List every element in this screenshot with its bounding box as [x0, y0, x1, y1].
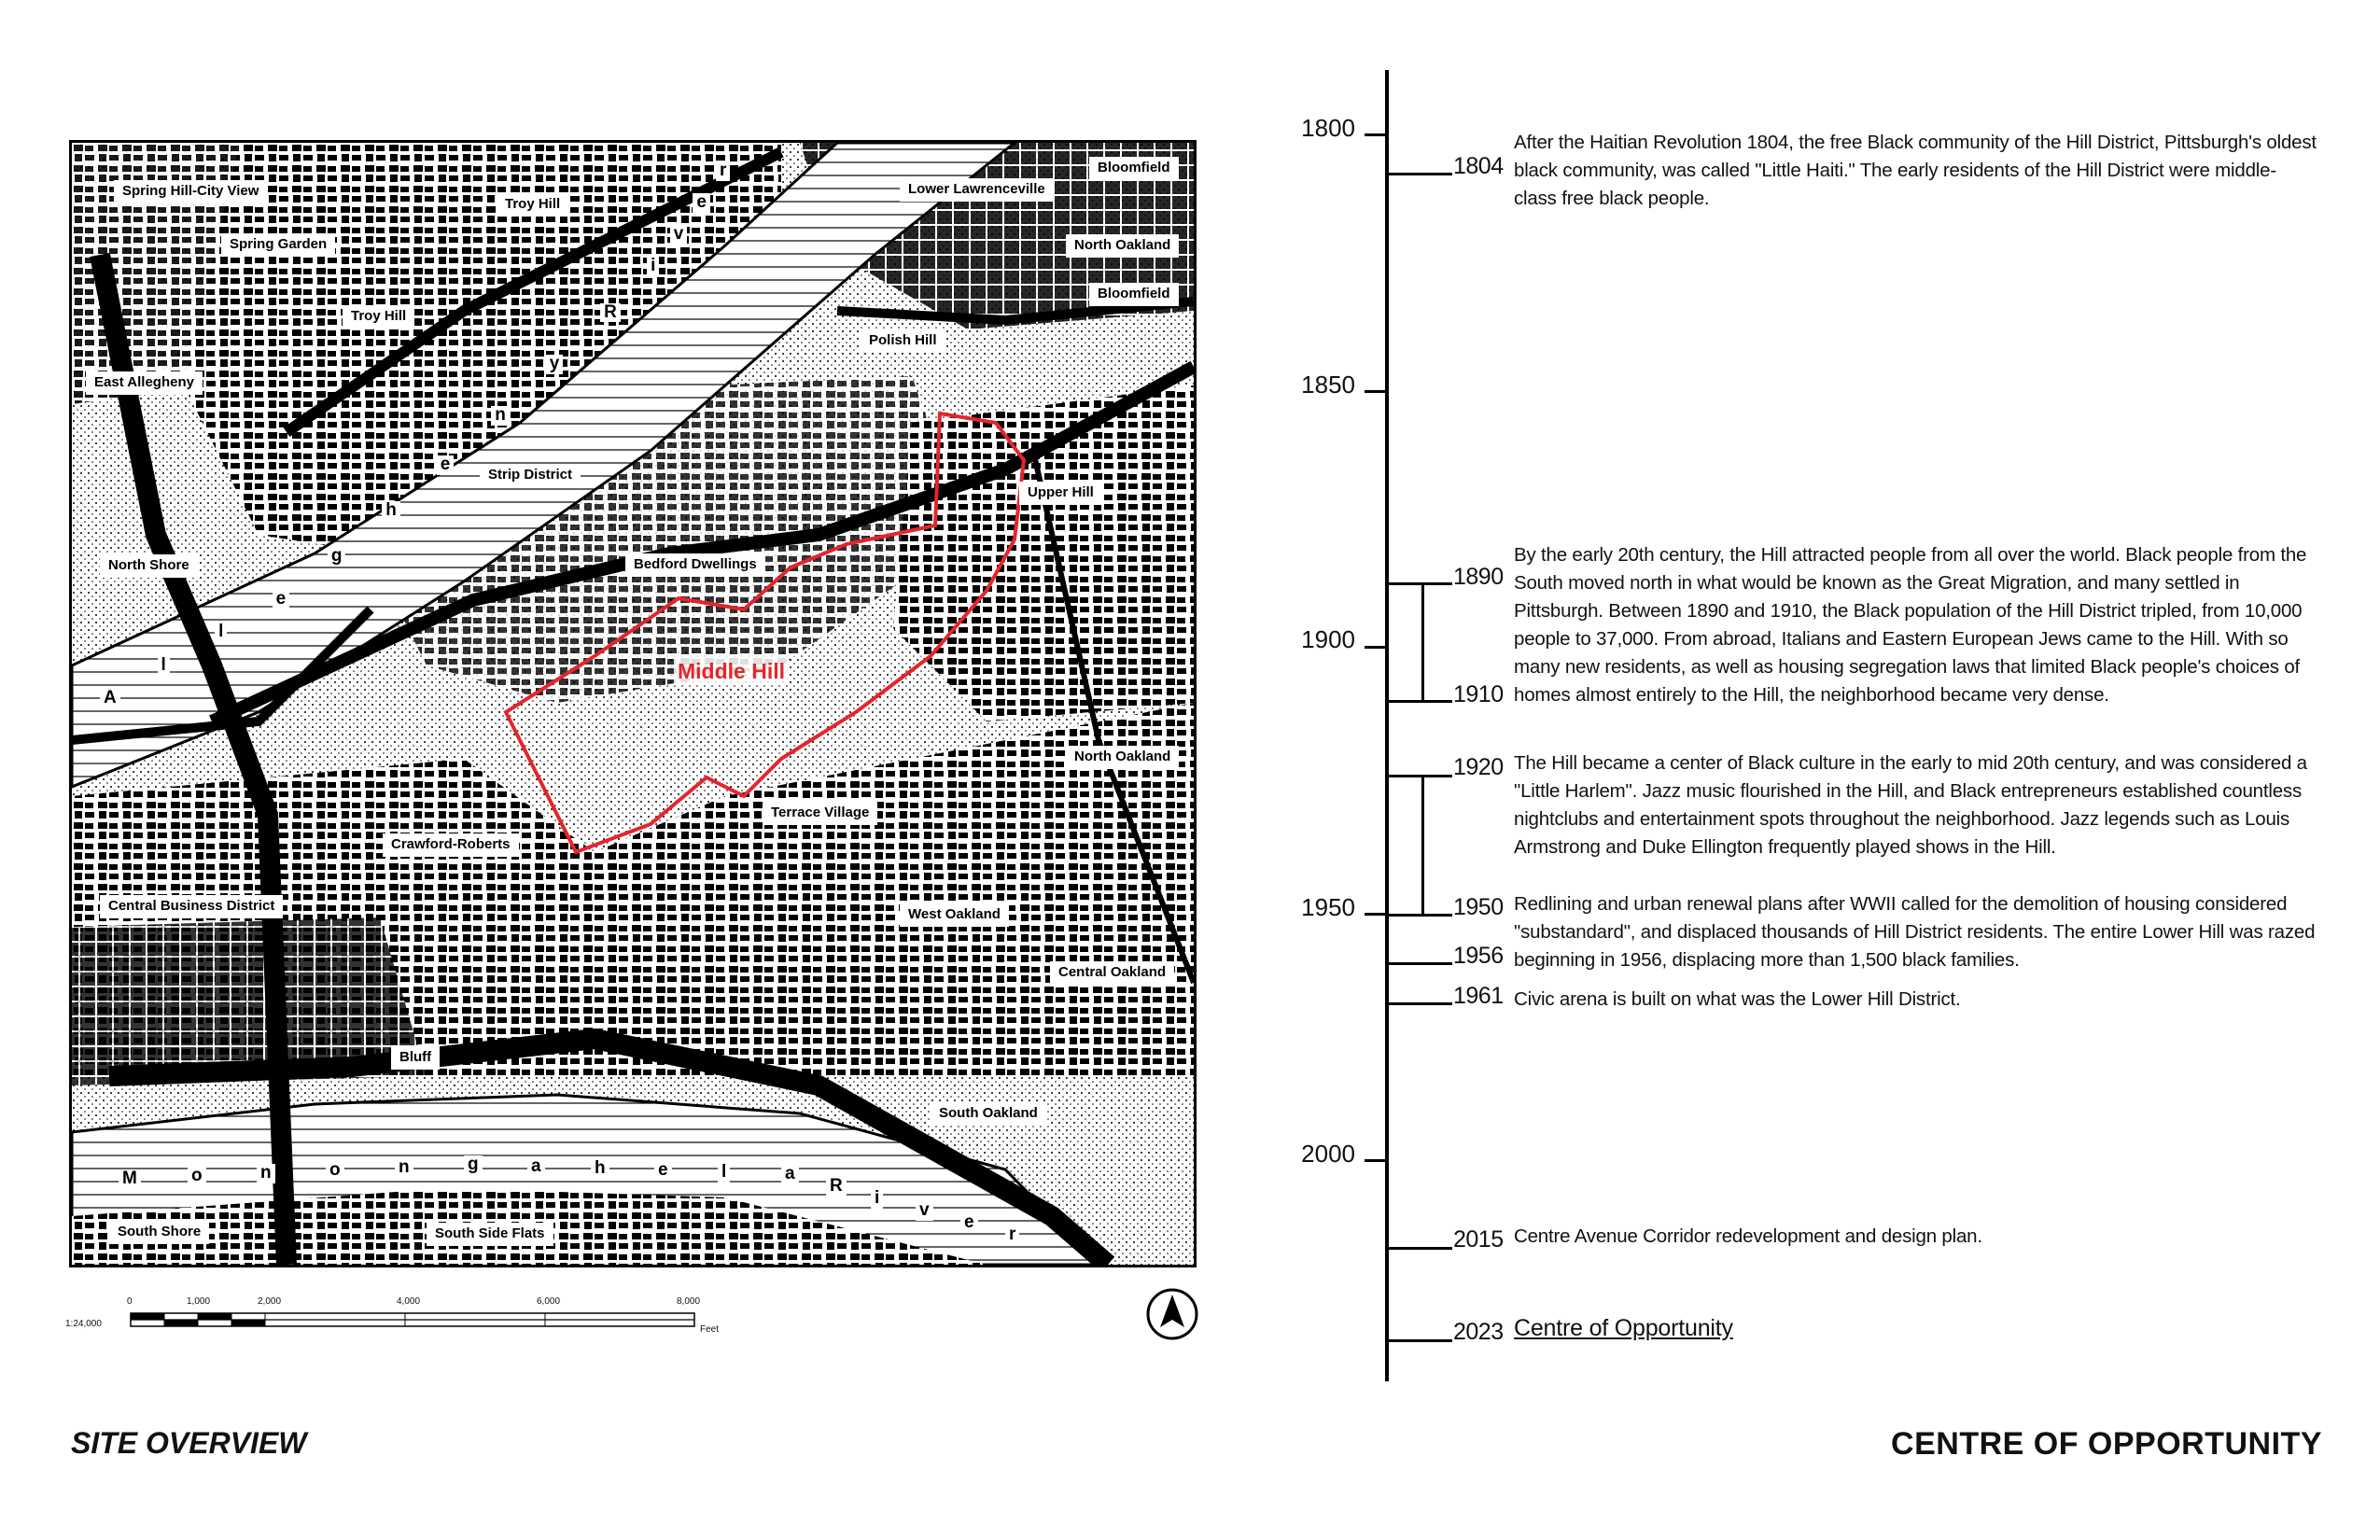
axis-tick-2000	[1365, 1159, 1387, 1162]
monongahela-letter: R	[826, 1177, 847, 1197]
axis-label-1800: 1800	[1301, 114, 1355, 142]
label-west-oakland: West Oakland	[900, 903, 1009, 927]
label-south-side-flats: South Side Flats	[427, 1223, 553, 1246]
axis-tick-1950	[1365, 913, 1387, 916]
label-east-allegheny: East Allegheny	[86, 371, 203, 395]
centre-of-opportunity-title: CENTRE OF OPPORTUNITY	[1891, 1426, 2322, 1462]
allegheny-letter: l	[158, 656, 170, 676]
monongahela-letter: l	[718, 1163, 730, 1183]
event-text-1890-1910: By the early 20th century, the Hill attracted people from all over the world. Black people from the South moved north in what would be known as the Great Migration, and many settled in Pittsburgh. Between 1890 and 1910, the Black population of the Hill District tripled, from 10,000 people to 37,000. From abroad, Italians and Eastern European Jews came to the Hill. With so many new residents, as well as housing segregation laws that limited Black people's choices of homes almost entirely to the Hill, the neighborhood became very dense.	[1514, 544, 2307, 706]
scale-tick-4: 6,000	[537, 1296, 561, 1307]
event-year-1920: 1920	[1453, 754, 1504, 780]
event-year-1961: 1961	[1453, 983, 1504, 1009]
bracket-1920-1950	[1421, 775, 1424, 917]
label-troy-hill: Troy Hill	[343, 305, 414, 329]
monongahela-letter: h	[591, 1159, 609, 1179]
event-tick-1890	[1387, 582, 1452, 585]
label-north-oakland-top: North Oakland	[1066, 234, 1179, 258]
monongahela-letter: e	[654, 1161, 672, 1181]
monongahela-letter: o	[326, 1161, 344, 1181]
scale-tick-3: 4,000	[397, 1296, 421, 1307]
allegheny-letter: e	[693, 193, 710, 213]
event-text-1950: Redlining and urban renewal plans after WWII called for the demolition of housing considered "substandard", and displaced thousands of Hill District residents. The entire Lower Hill was razed beginning in 1956, displacing more than 1,500 black families.	[1514, 893, 2316, 971]
allegheny-letter: e	[273, 590, 290, 609]
event-text-1961: Civic arena is built on what was the Lower Hill District.	[1514, 988, 1961, 1010]
event-tick-1910	[1387, 700, 1452, 703]
monongahela-letter: n	[257, 1164, 275, 1183]
axis-label-1850: 1850	[1301, 371, 1355, 399]
label-troy-hill-top: Troy Hill	[497, 193, 568, 217]
label-upper-hill: Upper Hill	[1019, 482, 1102, 505]
monongahela-letter: v	[916, 1201, 933, 1221]
north-arrow-icon	[1144, 1286, 1200, 1342]
allegheny-letter: r	[716, 161, 730, 181]
event-tick-2015	[1387, 1247, 1452, 1250]
label-middle-hill: Middle Hill	[674, 658, 789, 685]
scale-ratio: 1:24,000	[65, 1319, 102, 1329]
scale-tick-0: 0	[127, 1296, 133, 1307]
event-year-2023: 2023	[1453, 1319, 1504, 1345]
scale-tick-1: 1,000	[187, 1296, 211, 1307]
monongahela-letter: i	[871, 1189, 883, 1209]
event-tick-1950	[1387, 914, 1452, 917]
scale-unit: Feet	[700, 1324, 720, 1335]
allegheny-letter: i	[647, 257, 659, 276]
event-text-1804: After the Haitian Revolution 1804, the free Black community of the Hill District, Pittsburgh's oldest black community, was called "Little Haiti." The early residents of the Hill District were middle-class free black people.	[1514, 132, 2317, 209]
axis-label-2000: 2000	[1301, 1140, 1355, 1168]
event-year-2015: 2015	[1453, 1226, 1504, 1253]
label-central-oakland: Central Oakland	[1050, 961, 1174, 985]
monongahela-letter: g	[464, 1155, 483, 1175]
allegheny-letter: h	[382, 501, 400, 521]
allegheny-letter: A	[100, 689, 120, 708]
label-terrace-village: Terrace Village	[763, 802, 877, 825]
allegheny-letter: y	[546, 355, 564, 374]
axis-label-1900: 1900	[1301, 625, 1355, 653]
site-overview-title: SITE OVERVIEW	[71, 1426, 307, 1460]
scale-bar	[65, 1293, 737, 1349]
label-north-shore: North Shore	[100, 554, 198, 578]
event-tick-1920	[1387, 775, 1452, 777]
map-graphic	[72, 143, 1194, 1265]
label-strip-district: Strip District	[480, 464, 581, 487]
axis-tick-1900	[1365, 646, 1387, 649]
label-south-shore: South Shore	[109, 1221, 209, 1244]
label-south-oakland: South Oakland	[931, 1102, 1046, 1126]
label-central-business-district: Central Business District	[100, 895, 283, 918]
scale-tick-2: 2,000	[258, 1296, 282, 1307]
label-lower-lawrenceville: Lower Lawrenceville	[900, 178, 1054, 202]
bracket-1890-1910	[1421, 582, 1424, 703]
event-tick-1961	[1387, 1002, 1452, 1005]
axis-tick-1800	[1365, 133, 1387, 136]
label-north-oakland: North Oakland	[1066, 746, 1179, 769]
event-tick-2023	[1387, 1339, 1452, 1342]
axis-tick-1850	[1365, 390, 1387, 393]
label-polish-hill: Polish Hill	[861, 329, 945, 353]
scale-tick-5: 8,000	[677, 1296, 701, 1307]
allegheny-letter: R	[600, 303, 621, 323]
event-tick-1804	[1387, 173, 1452, 175]
label-bedford-dwellings: Bedford Dwellings	[625, 553, 765, 577]
allegheny-letter: l	[215, 623, 227, 642]
label-bluff: Bluff	[391, 1046, 440, 1070]
event-year-1910: 1910	[1453, 681, 1504, 707]
monongahela-letter: M	[119, 1169, 141, 1189]
label-crawford-roberts: Crawford-Roberts	[383, 833, 519, 857]
event-text-2015: Centre Avenue Corridor redevelopment and design plan.	[1514, 1225, 1982, 1247]
label-spring-hill-city-view: Spring Hill-City View	[114, 180, 267, 203]
allegheny-letter: n	[491, 406, 510, 426]
label-bloomfield: Bloomfield	[1089, 283, 1179, 306]
label-spring-garden: Spring Garden	[221, 233, 335, 257]
event-text-1920-1950: The Hill became a center of Black culture in the early to mid 20th century, and was considered a "Little Harlem". Jazz music flourished in the Hill, and Black entrepreneurs established countless nightclubs and entertainment spots throughout the neighborhood. Jazz legends such as Louis Armstrong and Duke Ellington frequently played shows in the Hill.	[1514, 752, 2307, 858]
event-year-1956: 1956	[1453, 943, 1504, 969]
monongahela-letter: r	[1005, 1225, 1019, 1245]
monongahela-letter: a	[781, 1165, 799, 1184]
axis-label-1950: 1950	[1301, 893, 1355, 921]
event-year-1804: 1804	[1453, 153, 1504, 179]
event-year-1890: 1890	[1453, 564, 1504, 590]
timeline-axis	[1385, 70, 1389, 1381]
centre-of-opportunity-link[interactable]: Centre of Opportunity	[1514, 1315, 1733, 1341]
event-tick-1956	[1387, 962, 1452, 965]
site-map	[69, 140, 1197, 1267]
event-year-1950: 1950	[1453, 894, 1504, 920]
scale-bar-graphic	[65, 1293, 737, 1349]
label-bloomfield-top: Bloomfield	[1089, 157, 1179, 180]
allegheny-letter: g	[328, 547, 346, 567]
allegheny-letter: e	[437, 455, 455, 475]
monongahela-letter: a	[527, 1157, 545, 1177]
monongahela-letter: o	[188, 1167, 206, 1186]
monongahela-letter: e	[960, 1213, 978, 1233]
allegheny-letter: v	[670, 225, 688, 245]
monongahela-letter: n	[395, 1158, 413, 1178]
